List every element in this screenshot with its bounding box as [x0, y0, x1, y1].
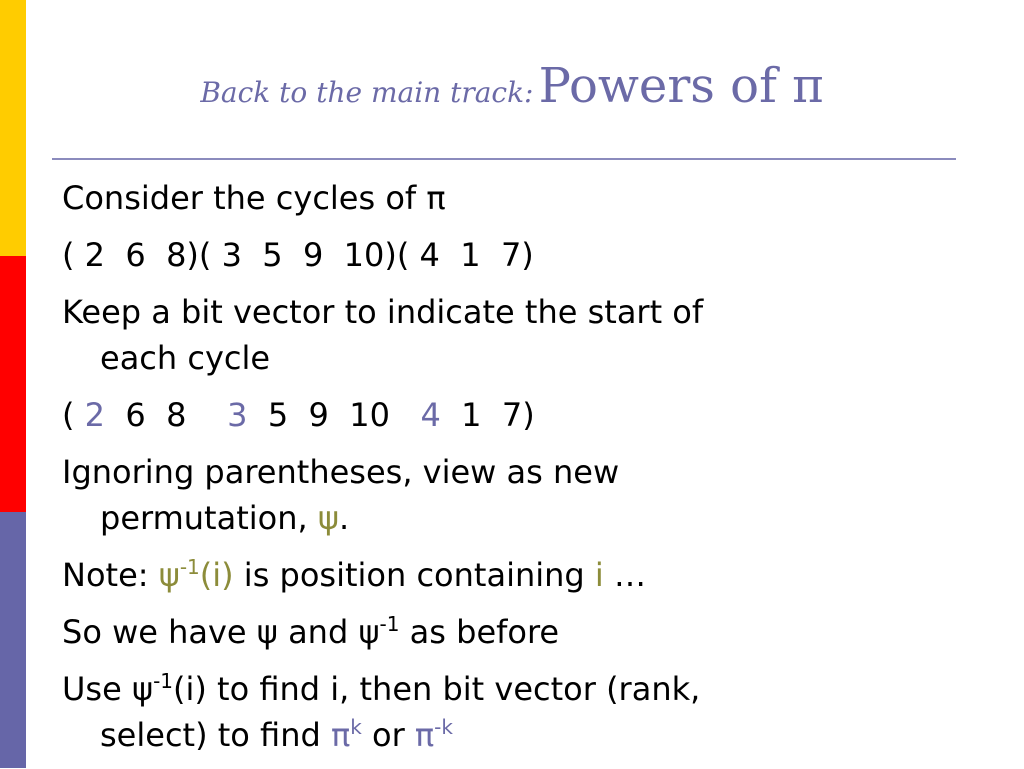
slide-body [62, 175, 962, 769]
bullet-text-end: (i) to find i, then bit vector (rank, [173, 670, 701, 708]
power-k: k [350, 715, 362, 739]
bullet-bit-vector [62, 289, 962, 381]
bullet-psi-inverse [62, 609, 962, 655]
inverse-exponent: -1 [153, 669, 174, 693]
bullet-text-end: as before [399, 613, 560, 651]
bullet-text-line2: each cycle [100, 339, 271, 377]
note-label: Note: [62, 556, 159, 594]
bullet-text: Use ψ [62, 670, 154, 708]
inverse-exponent: -1 [179, 555, 200, 579]
title-prefix: Back to the main track: [200, 76, 534, 109]
accent-stripe-red [0, 256, 26, 512]
bullet-text: ( 2 6 8)( 3 5 9 10)( 4 1 7) [62, 236, 534, 274]
cycle-start-4: 4 [420, 396, 441, 434]
bullet-new-permutation [62, 449, 962, 541]
title-main: Powers of π [538, 58, 824, 114]
inverse-exponent: -1 [379, 612, 400, 636]
slide-title [0, 58, 1024, 114]
cycle-start-2: 2 [84, 396, 106, 434]
psi-symbol: ψ [158, 556, 180, 594]
bullet-flattened-cycles [62, 392, 962, 438]
psi-argument: (i) [199, 556, 234, 594]
cycle-start-3: 3 [227, 396, 248, 434]
accent-stripe-yellow [0, 0, 26, 256]
text-or: or [361, 716, 415, 754]
bullet-consider-cycles [62, 175, 962, 221]
bullet-note [62, 552, 962, 598]
bullet-text: So we have ψ and ψ [62, 613, 380, 651]
text-end: 1 7) [440, 396, 535, 434]
bullet-text: Consider the cycles of π [62, 179, 446, 217]
note-ellipsis: … [603, 556, 646, 594]
note-text: is position containing [233, 556, 595, 594]
text-mid1: 6 8 [105, 396, 228, 434]
pi-symbol: π [330, 716, 351, 754]
index-i: i [594, 556, 604, 594]
bullet-text-line1: Keep a bit vector to indicate the start of [62, 293, 704, 331]
bullet-text-line2: select) to find [100, 716, 331, 754]
bullet-use-psi [62, 666, 962, 758]
bullet-text-line1: Ignoring parentheses, view as new [62, 453, 620, 491]
bullet-cycle-notation [62, 232, 962, 278]
bullet-text-line2-post: . [338, 499, 350, 537]
text-mid2: 5 9 10 [247, 396, 421, 434]
psi-symbol: ψ [317, 499, 339, 537]
accent-stripe-blue [0, 512, 26, 768]
bullet-text-line2-pre: permutation, [100, 499, 318, 537]
title-divider [52, 158, 956, 160]
power-minus-k: -k [434, 715, 453, 739]
pi-symbol: π [414, 716, 435, 754]
text-open: ( [62, 396, 85, 434]
